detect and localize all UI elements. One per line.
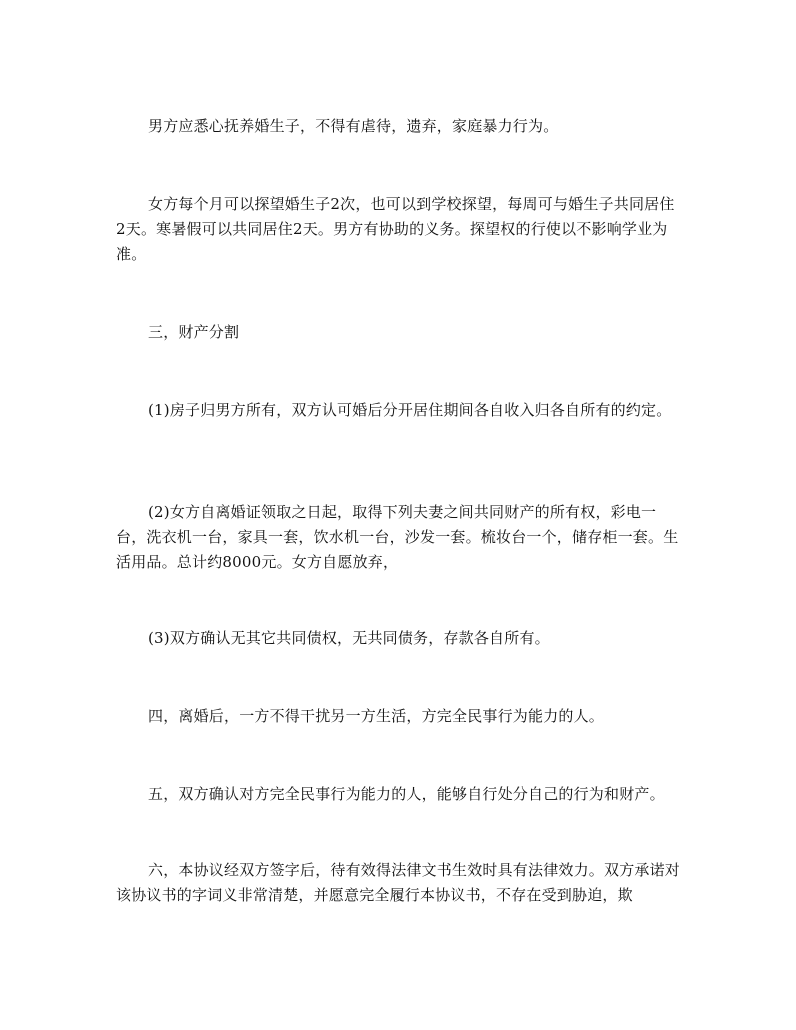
- visitation-paragraph: 女方每个月可以探望婚生子2次，也可以到学校探望，每周可与婚生子共同居住2天。寒暑假可以共同居住2天。男方有协助的义务。探望权的行使以不影响学业为准。: [116, 195, 675, 263]
- section-six-paragraph: 六，本协议经双方签字后，待有效得法律文书生效时具有法律效力。双方承诺对该协议书的字词义非常清楚，并愿意完全履行本协议书，不存在受到胁迫，欺: [116, 861, 681, 904]
- section-five-paragraph: 五，双方确认对方完全民事行为能力的人，能够自行处分自己的行为和财产。: [148, 785, 665, 803]
- section-property-heading: 三，财产分割: [148, 323, 240, 341]
- section-four-paragraph: 四，离婚后，一方不得干扰另一方生活，方完全民事行为能力的人。: [148, 707, 605, 725]
- property-clause-3: (3)双方确认无其它共同债权，无共同债务，存款各自所有。: [148, 629, 550, 647]
- property-clause-2: (2)女方自离婚证领取之日起，取得下列夫妻之间共同财产的所有权，彩电一台，洗衣机一台，家具一套，饮水机一台，沙发一套。梳妆台一个，储存柜一套。生活用品。总计约8000元。女方自愿放弃，: [116, 503, 679, 571]
- property-clause-1: (1)房子归男方所有，双方认可婚后分开居住期间各自收入归各自所有的约定。: [148, 401, 672, 419]
- child-care-paragraph: 男方应悉心抚养婚生子，不得有虐待，遗弃，家庭暴力行为。: [148, 117, 559, 135]
